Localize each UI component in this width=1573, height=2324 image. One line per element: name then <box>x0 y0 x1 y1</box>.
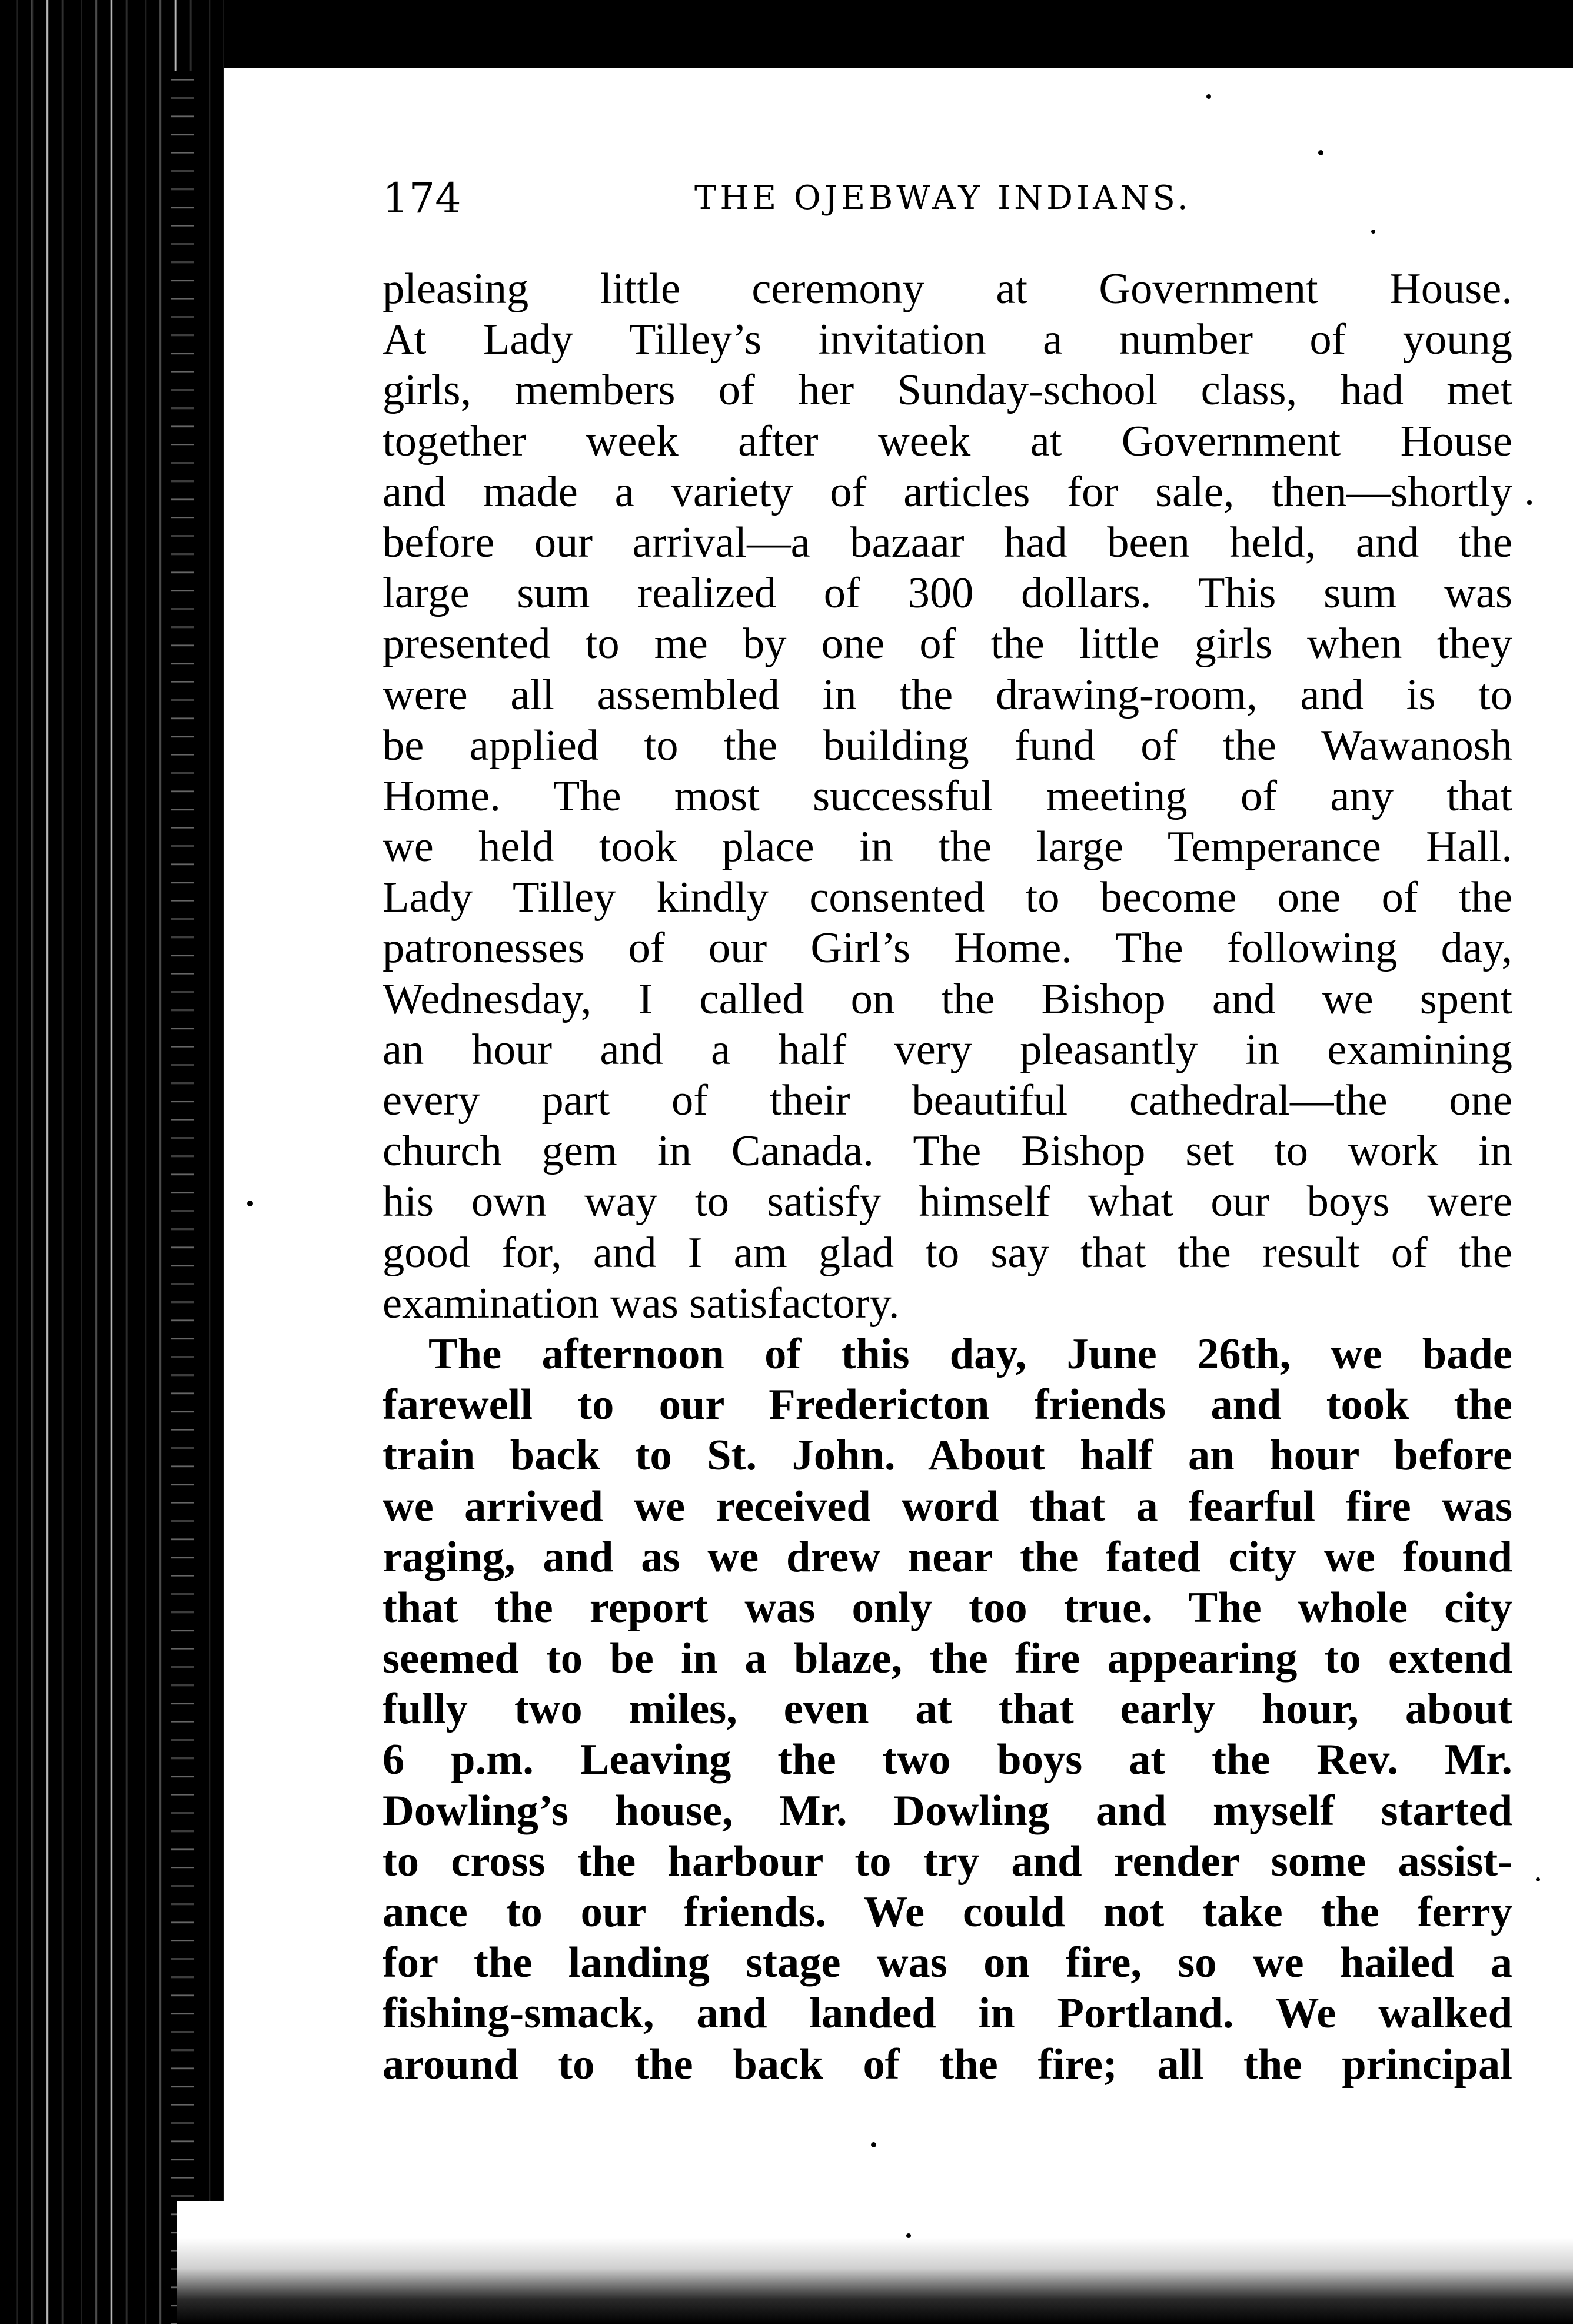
page-number: 174 <box>383 174 461 222</box>
body-text <box>383 264 1512 2090</box>
text-line: Home. The most successful meeting of any that <box>383 772 1512 820</box>
text-line: to cross the harbour to try and render some assist- <box>383 1837 1512 1886</box>
text-line: The afternoon of this day, June 26th, we bade <box>428 1329 1512 1378</box>
text-line: pleasing little ceremony at Government House. <box>383 265 1512 313</box>
scan-speck <box>871 2142 876 2147</box>
text-line: every part of their beautiful cathedral—the one <box>383 1076 1512 1125</box>
scan-speck <box>1527 500 1532 505</box>
text-line: presented to me by one of the little girls when they <box>383 620 1512 669</box>
text-line: around to the back of the fire; all the principal <box>383 2040 1512 2089</box>
page-header <box>383 166 1501 231</box>
running-head: THE OJEBWAY INDIANS. <box>694 179 1192 217</box>
text-line: that the report was only too true. The whole city <box>383 1583 1512 1632</box>
text-line: for the landing stage was on fire, so we hailed a <box>383 1939 1512 1987</box>
paragraph <box>383 264 1512 1329</box>
scan-speck <box>1206 94 1211 99</box>
text-line: patronesses of our Girl’s Home. The following day, <box>383 924 1512 973</box>
text-line: train back to St. John. About half an hour before <box>383 1431 1512 1480</box>
text-line: seemed to be in a blaze, the fire appearing to extend <box>383 1634 1512 1683</box>
text-line: we arrived we received word that a fearful fire was <box>383 1482 1512 1531</box>
text-line: fishing-smack, and landed in Portland. We walked <box>383 1989 1512 2038</box>
scan-speck <box>247 1201 253 1206</box>
text-line: were all assembled in the drawing-room, and is to <box>383 670 1512 719</box>
text-line: good for, and I am glad to say that the result of the <box>383 1228 1512 1277</box>
text-line: and made a variety of articles for sale, then—shortly <box>383 467 1512 516</box>
text-line: fully two miles, even at that early hour, about <box>383 1685 1512 1734</box>
paragraph <box>383 1329 1512 2090</box>
text-line: raging, and as we drew near the fated city we found <box>383 1532 1512 1581</box>
text-line: be applied to the building fund of the Wawanosh <box>383 721 1512 770</box>
scan-speck <box>1536 1877 1540 1881</box>
scan-speck <box>1318 150 1323 155</box>
text-line: we held took place in the large Temperance Hall. <box>383 823 1512 872</box>
text-line: farewell to our Fredericton friends and took the <box>383 1381 1512 1429</box>
text-line: Lady Tilley kindly consented to become one of the <box>383 873 1512 922</box>
scan-top-border <box>0 0 1573 68</box>
text-line: examination was satisfactory. <box>383 1279 900 1328</box>
text-line: Wednesday, I called on the Bishop and we spent <box>383 975 1512 1023</box>
text-line: together week after week at Government House <box>383 417 1512 466</box>
scan-bottom-border <box>177 2201 1573 2324</box>
text-line: Dowling’s house, Mr. Dowling and myself started <box>383 1786 1512 1835</box>
text-line: ance to our friends. We could not take the ferry <box>383 1888 1512 1936</box>
text-line: his own way to satisfy himself what our boys were <box>383 1178 1512 1226</box>
page-stack-edge <box>171 71 194 2324</box>
text-line: church gem in Canada. The Bishop set to work in <box>383 1127 1512 1176</box>
scan-speck <box>906 2233 911 2238</box>
text-line: before our arrival—a bazaar had been held, and the <box>383 518 1512 567</box>
text-line: 6 p.m. Leaving the two boys at the Rev. Mr. <box>383 1735 1512 1784</box>
text-line: an hour and a half very pleasantly in examining <box>383 1025 1512 1074</box>
text-line: large sum realized of 300 dollars. This sum was <box>383 569 1512 618</box>
text-line: At Lady Tilley’s invitation a number of young <box>383 315 1512 364</box>
text-line: girls, members of her Sunday-school class, had met <box>383 366 1512 415</box>
